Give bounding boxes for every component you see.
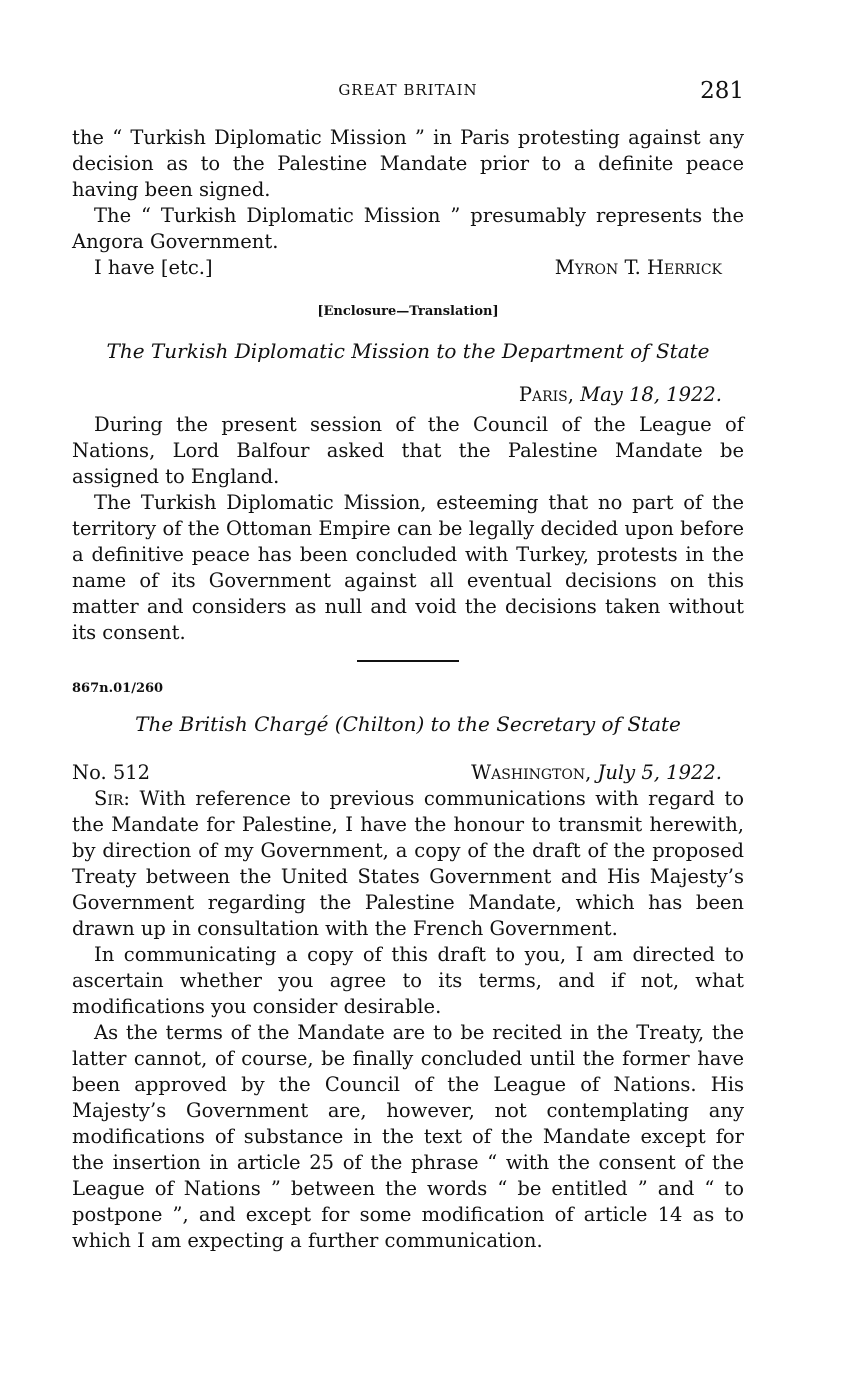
dateline-place: Paris, xyxy=(518,383,574,406)
letter-continuation xyxy=(72,125,744,281)
paragraph: In communicating a copy of this draft to you, I am directed to ascertain whether you agree to its terms, and if not, what modifications you consider desirable. xyxy=(72,943,744,1018)
dateline-date: July 5, 1922. xyxy=(597,761,722,784)
dateline-place: Washington, xyxy=(471,761,592,784)
enclosure-section xyxy=(72,303,744,646)
section-divider xyxy=(357,660,459,662)
paragraph: The “ Turkish Diplomatic Mission ” presumably represents the Angora Government. xyxy=(72,204,744,253)
salutation: Sir: xyxy=(94,787,130,810)
dateline xyxy=(471,760,722,786)
page-number: 281 xyxy=(700,78,744,104)
paragraph: The Turkish Diplomatic Mission, esteeming that no part of the territory of the Ottoman Empire can be legally decided upon before a definitive peace has been concluded with Turkey, protests in the name of its Government against all eventual decisions on this matter and considers as null and void the decisions taken without its consent. xyxy=(72,491,744,644)
file-number: 867n.01/260 xyxy=(72,681,164,696)
enclosure-label: [Enclosure—Translation] xyxy=(317,304,499,319)
paragraph: As the terms of the Mandate are to be recited in the Treaty, the latter cannot, of course, be finally concluded until the former have been approved by the Council of the League of Nations. His Majesty’s Government are, however, not contemplating any modifications of substance in the text of the Mandate except for the insertion in article 25 of the phrase “ with the consent of the League of Nations ” between the words “ be entitled ” and “ to postpone ”, and except for some modification of article 14 as to which I am expecting a further communication. xyxy=(72,1021,744,1252)
running-head xyxy=(72,78,744,108)
document-number: No. 512 xyxy=(72,761,151,784)
closing: I have [etc.] xyxy=(94,256,213,279)
document-heading: The British Chargé (Chilton) to the Secretary of State xyxy=(135,712,681,736)
letter-section xyxy=(72,680,744,1254)
number-dateline-row xyxy=(72,760,744,786)
running-title: GREAT BRITAIN xyxy=(338,81,478,99)
dateline-date: May 18, 1922. xyxy=(580,383,722,406)
signer-name: Myron T. Herrick xyxy=(554,256,722,279)
paragraph: the “ Turkish Diplomatic Mission ” in Paris protesting against any decision as to the Palestine Mandate prior to a definite peace having been signed. xyxy=(72,126,744,201)
dateline xyxy=(72,382,744,408)
signature-row xyxy=(72,255,744,281)
document-heading: The Turkish Diplomatic Mission to the Department of State xyxy=(106,339,710,363)
paragraph xyxy=(72,786,744,942)
paragraph-text: With reference to previous communications with regard to the Mandate for Palestine, I have the honour to transmit herewith, by direction of my Government, a copy of the draft of the proposed Treaty between the United States Government and His Majesty’s Government regarding the Palestine Mandate, which has been drawn up in consultation with the French Government. xyxy=(72,787,744,940)
paragraph: During the present session of the Council of the League of Nations, Lord Balfour asked that the Palestine Mandate be assigned to England. xyxy=(72,413,744,488)
